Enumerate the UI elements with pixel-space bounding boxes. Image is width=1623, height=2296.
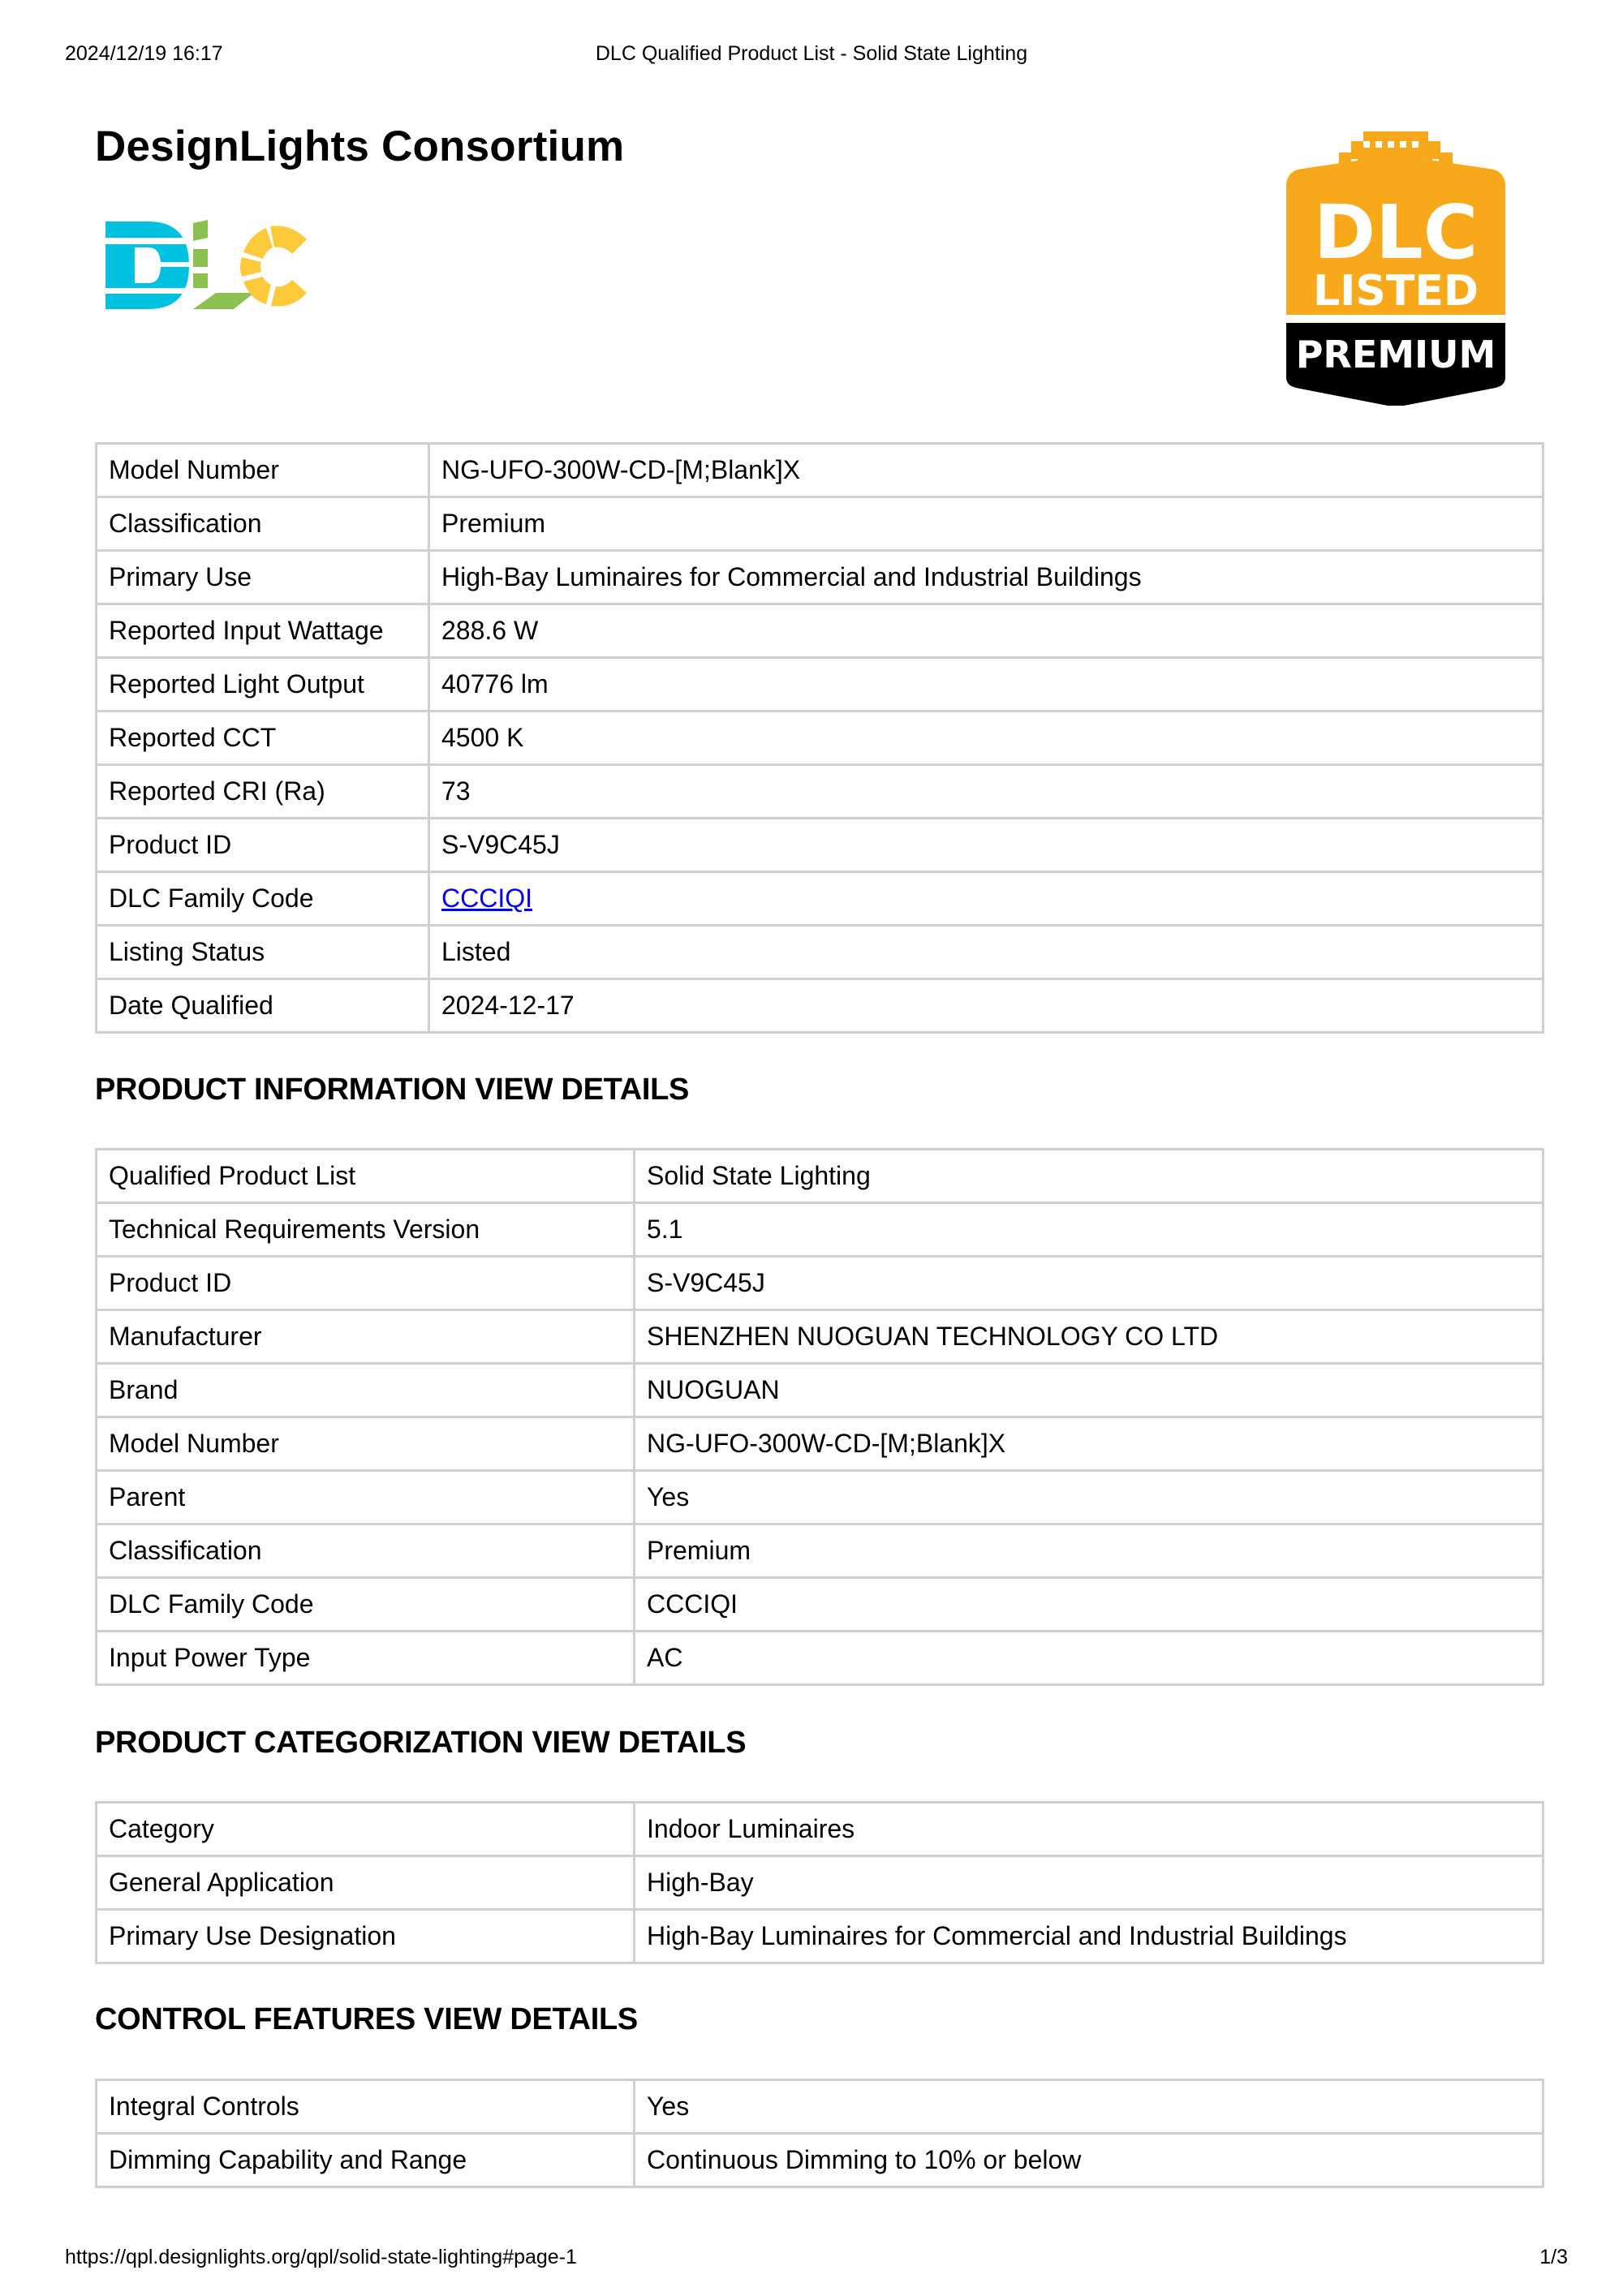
table-row <box>97 1203 1543 1257</box>
table-row <box>97 1524 1543 1578</box>
row-label: Category <box>97 1803 635 1856</box>
row-value: Yes <box>635 1471 1543 1524</box>
row-value: Listed <box>429 926 1543 979</box>
row-label: Classification <box>97 497 429 551</box>
product-categorization-heading: PRODUCT CATEGORIZATION VIEW DETAILS <box>95 1726 747 1760</box>
page-number: 1/3 <box>1539 2246 1568 2268</box>
row-value: 2024-12-17 <box>429 979 1543 1033</box>
row-value: NUOGUAN <box>635 1364 1543 1417</box>
print-header <box>0 42 1623 67</box>
row-value: Solid State Lighting <box>635 1150 1543 1203</box>
table-row <box>97 1803 1543 1856</box>
row-value: Indoor Luminaires <box>635 1803 1543 1856</box>
row-label: Model Number <box>97 444 429 497</box>
row-label: Reported Input Wattage <box>97 604 429 658</box>
row-label: DLC Family Code <box>97 1578 635 1632</box>
control-features-table <box>95 2079 1544 2188</box>
row-value: S-V9C45J <box>635 1257 1543 1310</box>
row-label: Input Power Type <box>97 1632 635 1685</box>
table-row <box>97 1310 1543 1364</box>
row-value <box>429 872 1543 926</box>
print-datetime: 2024/12/19 16:17 <box>65 42 223 65</box>
dlc-listed-premium-badge <box>1286 130 1505 406</box>
row-value: AC <box>635 1632 1543 1685</box>
table-row <box>97 604 1543 658</box>
row-label: Primary Use Designation <box>97 1910 635 1963</box>
row-value: NG-UFO-300W-CD-[M;Blank]X <box>635 1417 1543 1471</box>
product-information-table <box>95 1148 1544 1686</box>
row-label: Dimming Capability and Range <box>97 2134 635 2187</box>
table-row <box>97 497 1543 551</box>
badge-dlc-text: DLC <box>1313 189 1479 276</box>
table-row <box>97 1632 1543 1685</box>
row-label: Technical Requirements Version <box>97 1203 635 1257</box>
product-information-heading: PRODUCT INFORMATION VIEW DETAILS <box>95 1073 690 1107</box>
logo-letter-d <box>104 221 193 309</box>
table-row <box>97 2134 1543 2187</box>
table-row <box>97 1150 1543 1203</box>
table-row <box>97 1364 1543 1417</box>
row-label: Reported CRI (Ra) <box>97 765 429 819</box>
row-label: Brand <box>97 1364 635 1417</box>
row-value: 5.1 <box>635 1203 1543 1257</box>
row-label: Parent <box>97 1471 635 1524</box>
control-features-heading: CONTROL FEATURES VIEW DETAILS <box>95 2002 638 2036</box>
row-value: 73 <box>429 765 1543 819</box>
row-label: Reported CCT <box>97 712 429 765</box>
row-value: SHENZHEN NUOGUAN TECHNOLOGY CO LTD <box>635 1310 1543 1364</box>
table-row <box>97 2080 1543 2134</box>
table-row <box>97 765 1543 819</box>
row-label: Reported Light Output <box>97 658 429 712</box>
dlc-family-code-link[interactable]: CCCIQI <box>441 884 532 913</box>
row-label: Manufacturer <box>97 1310 635 1364</box>
table-row <box>97 1471 1543 1524</box>
table-row <box>97 979 1543 1033</box>
row-label: Product ID <box>97 1257 635 1310</box>
table-row <box>97 926 1543 979</box>
print-page-title: DLC Qualified Product List - Solid State Lighting <box>595 42 1028 65</box>
table-row <box>97 444 1543 497</box>
row-value: High-Bay <box>635 1856 1543 1910</box>
table-row <box>97 1257 1543 1310</box>
row-value: 40776 lm <box>429 658 1543 712</box>
badge-premium-text: PREMIUM <box>1295 333 1496 376</box>
row-value: High-Bay Luminaires for Commercial and Industrial Buildings <box>635 1910 1543 1963</box>
org-title: DesignLights Consortium <box>95 123 625 170</box>
row-label: Classification <box>97 1524 635 1578</box>
row-label: Product ID <box>97 819 429 872</box>
table-row <box>97 1910 1543 1963</box>
row-label: Date Qualified <box>97 979 429 1033</box>
dlc-logo <box>104 215 355 316</box>
table-row <box>97 551 1543 604</box>
product-categorization-table <box>95 1801 1544 1964</box>
row-label: Model Number <box>97 1417 635 1471</box>
table-row <box>97 1417 1543 1471</box>
row-label: Primary Use <box>97 551 429 604</box>
row-label: DLC Family Code <box>97 872 429 926</box>
badge-listed-text: LISTED <box>1312 267 1479 316</box>
print-url: https://qpl.designlights.org/qpl/solid-state-lighting#page-1 <box>65 2246 577 2268</box>
row-value: 288.6 W <box>429 604 1543 658</box>
table-row <box>97 1856 1543 1910</box>
row-value: Premium <box>635 1524 1543 1578</box>
table-row <box>97 872 1543 926</box>
row-value: Yes <box>635 2080 1543 2134</box>
row-value: Continuous Dimming to 10% or below <box>635 2134 1543 2187</box>
table-row <box>97 819 1543 872</box>
row-label: Qualified Product List <box>97 1150 635 1203</box>
table-row <box>97 658 1543 712</box>
row-value: S-V9C45J <box>429 819 1543 872</box>
summary-table <box>95 442 1544 1034</box>
row-label: General Application <box>97 1856 635 1910</box>
row-label: Integral Controls <box>97 2080 635 2134</box>
table-row <box>97 1578 1543 1632</box>
row-value: High-Bay Luminaires for Commercial and Industrial Buildings <box>429 551 1543 604</box>
row-value: 4500 K <box>429 712 1543 765</box>
row-value: Premium <box>429 497 1543 551</box>
row-label: Listing Status <box>97 926 429 979</box>
row-value: CCCIQI <box>635 1578 1543 1632</box>
table-row <box>97 712 1543 765</box>
row-value: NG-UFO-300W-CD-[M;Blank]X <box>429 444 1543 497</box>
